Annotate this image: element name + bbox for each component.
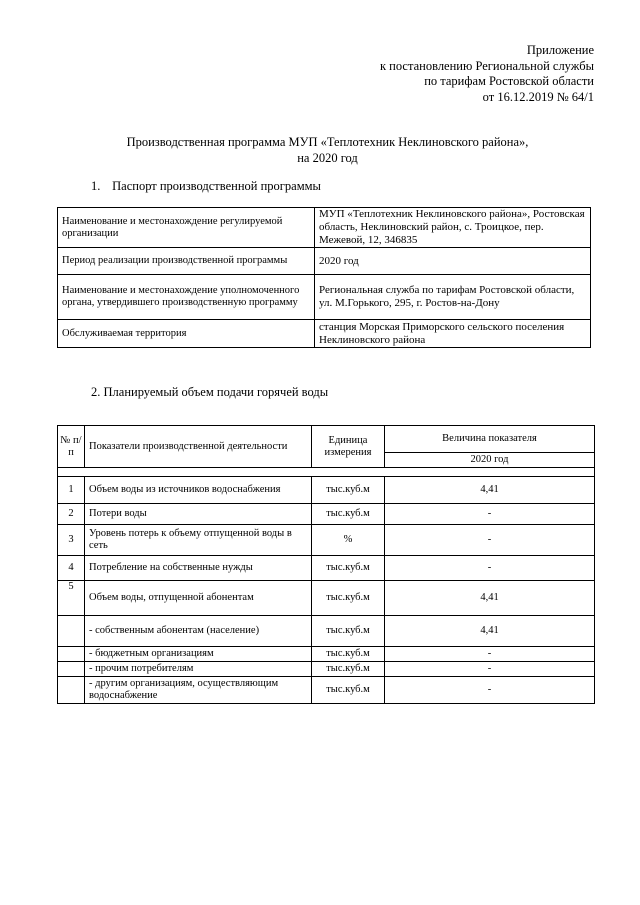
row-value: - — [385, 677, 595, 704]
table-row — [58, 477, 595, 504]
row-indicator: Объем воды из источников водоснабжения — [85, 477, 312, 504]
appendix-line-2: к постановлению Региональной службы — [379, 58, 594, 73]
passport-value: МУП «Теплотехник Неклиновского района», Ростовская область, Неклиновский район, с. Троицкое, пер. Межевой, 12, 346835 — [315, 208, 591, 248]
table-row — [58, 581, 595, 616]
appendix-block — [380, 43, 594, 105]
title-line-2: на 2020 год — [297, 151, 358, 165]
header-num: № п/п — [58, 426, 85, 468]
title-line-1: Производственная программа МУП «Теплотехник Неклиновского района», — [126, 135, 529, 149]
row-num: 5 — [58, 581, 85, 616]
row-value: - — [385, 556, 595, 581]
row-value: 4,41 — [385, 581, 595, 616]
row-indicator: - бюджетным организациям — [85, 647, 312, 662]
section-1-heading — [91, 179, 321, 194]
row-unit: тыс.куб.м — [312, 477, 385, 504]
table-row — [58, 662, 595, 677]
passport-value: станция Морская Приморского сельского поселения Неклиновского района — [315, 320, 591, 348]
appendix-line-1: Приложение — [526, 43, 594, 57]
row-unit: тыс.куб.м — [312, 662, 385, 677]
row-num — [58, 662, 85, 677]
row-unit: тыс.куб.м — [312, 647, 385, 662]
row-indicator: - другим организациям, осуществляющим водоснабжение — [85, 677, 312, 704]
row-num — [58, 677, 85, 704]
passport-row — [58, 208, 591, 248]
table-header-row — [58, 426, 595, 453]
row-num — [58, 647, 85, 662]
row-indicator: Уровень потерь к объему отпущенной воды в сеть — [85, 525, 312, 556]
row-num: 4 — [58, 556, 85, 581]
table-row — [58, 556, 595, 581]
header-unit: Единица измерения — [312, 426, 385, 468]
row-unit: тыс.куб.м — [312, 677, 385, 704]
row-value: - — [385, 504, 595, 525]
row-num — [58, 616, 85, 647]
row-value: - — [385, 525, 595, 556]
passport-label: Наименование и местонахождение регулируемой организации — [58, 208, 315, 248]
row-indicator: - собственным абонентам (население) — [85, 616, 312, 647]
row-unit: тыс.куб.м — [312, 556, 385, 581]
row-unit: тыс.куб.м — [312, 504, 385, 525]
passport-row — [58, 248, 591, 275]
row-value: - — [385, 662, 595, 677]
passport-label: Наименование и местонахождение уполномоченного органа, утвердившего производственную программу — [58, 275, 315, 320]
table-row — [58, 525, 595, 556]
row-indicator: Объем воды, отпущенной абонентам — [85, 581, 312, 616]
row-unit: % — [312, 525, 385, 556]
row-indicator: Потребление на собственные нужды — [85, 556, 312, 581]
section-1-title: Паспорт производственной программы — [112, 179, 321, 193]
passport-table — [57, 207, 591, 348]
passport-value: 2020 год — [315, 248, 591, 275]
row-value: 4,41 — [385, 477, 595, 504]
row-value: - — [385, 647, 595, 662]
row-indicator: Потери воды — [85, 504, 312, 525]
passport-row — [58, 275, 591, 320]
row-num: 1 — [58, 477, 85, 504]
spacer-cell — [58, 468, 595, 477]
row-indicator: - прочим потребителям — [85, 662, 312, 677]
table-spacer — [58, 468, 595, 477]
row-unit: тыс.куб.м — [312, 581, 385, 616]
document-title — [0, 134, 640, 166]
row-num: 3 — [58, 525, 85, 556]
row-value: 4,41 — [385, 616, 595, 647]
table-row — [58, 616, 595, 647]
appendix-line-3: по тарифам Ростовской области — [424, 74, 594, 88]
table-row — [58, 677, 595, 704]
row-num: 2 — [58, 504, 85, 525]
section-2-heading: 2. Планируемый объем подачи горячей воды — [91, 385, 329, 399]
header-indicator: Показатели производственной деятельности — [85, 426, 312, 468]
section-1-number: 1. — [91, 179, 101, 193]
passport-value: Региональная служба по тарифам Ростовской области, ул. М.Горького, 295, г. Ростов-на-Дону — [315, 275, 591, 320]
passport-label: Обслуживаемая территория — [58, 320, 315, 348]
table-row — [58, 504, 595, 525]
table-row — [58, 647, 595, 662]
header-year: 2020 год — [385, 453, 595, 468]
row-unit: тыс.куб.м — [312, 616, 385, 647]
header-value: Величина показателя — [385, 426, 595, 453]
passport-row — [58, 320, 591, 348]
appendix-line-4: от 16.12.2019 № 64/1 — [482, 89, 594, 104]
volume-table — [57, 425, 595, 704]
passport-label: Период реализации производственной программы — [58, 248, 315, 275]
